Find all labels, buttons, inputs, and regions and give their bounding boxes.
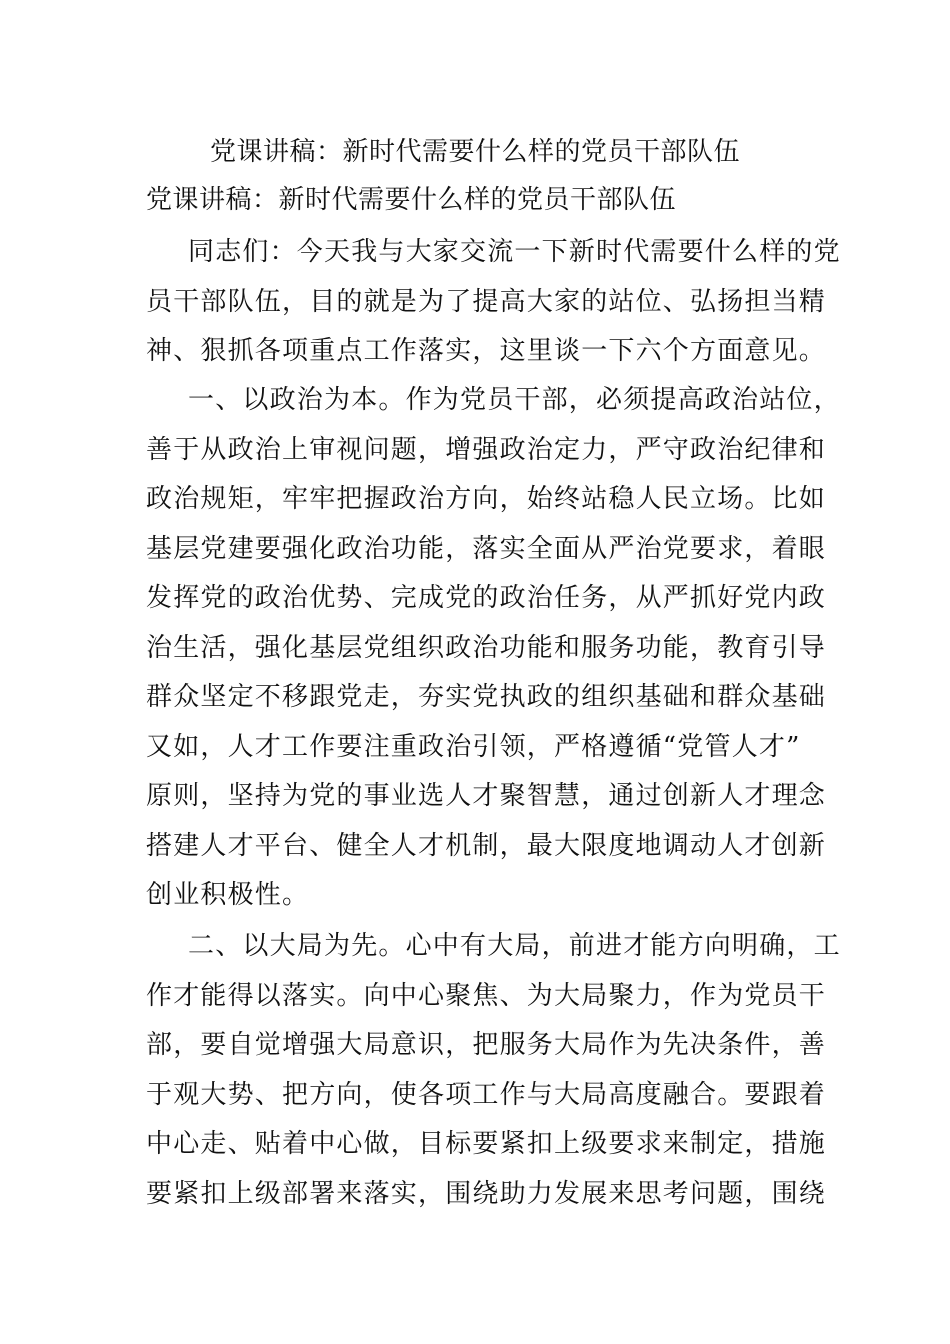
paragraph-line: 于观大势、把方向，使各项工作与大局高度融合。要跟着 (146, 1079, 827, 1110)
paragraph-section-2 (146, 922, 841, 1219)
document-subtitle: 党课讲稿：新时代需要什么样的党员干部队伍 (146, 185, 677, 215)
paragraph-line: 中心走、贴着中心做，目标要紧扣上级要求来制定，措施 (146, 1129, 827, 1159)
paragraph-line: 作才能得以落实。向中心聚焦、为大局聚力，作为党员干 (146, 980, 827, 1011)
paragraph-line: 部，要自觉增强大局意识，把服务大局作为先决条件，善 (146, 1030, 827, 1060)
paragraph-line: 政治规矩，牢牢把握政治方向，始终站稳人民立场。比如 (146, 484, 827, 514)
paragraph-line: 神、狠抓各项重点工作落实，这里谈一下六个方面意见。 (146, 336, 827, 366)
paragraph-intro (146, 228, 841, 377)
paragraph-line: 要紧扣上级部署来落实，围绕助力发展来思考问题，围绕 (146, 1178, 827, 1209)
paragraph-line: 创业积极性。 (146, 880, 310, 910)
paragraph-line: 基层党建要强化政治功能，落实全面从严治党要求，着眼 (146, 533, 827, 564)
paragraph-line: 发挥党的政治优势、完成党的政治任务，从严抓好党内政 (146, 583, 827, 613)
paragraph-line: 又如，人才工作要注重政治引领，严格遵循“党管人才” (146, 731, 801, 762)
paragraph-line: 搭建人才平台、健全人才机制，最大限度地调动人才创新 (146, 830, 827, 861)
paragraph-line: 员干部队伍，目的就是为了提高大家的站位、弘扬担当精 (146, 286, 827, 317)
paragraph-line: 同志们：今天我与大家交流一下新时代需要什么样的党 (188, 237, 841, 267)
paragraph-line: 治生活，强化基层党组织政治功能和服务功能，教育引导 (146, 632, 827, 663)
paragraph-section-1 (146, 376, 841, 921)
paragraph-line: 群众坚定不移跟党走，夯实党执政的组织基础和群众基础 (146, 682, 827, 712)
paragraph-line: 原则，坚持为党的事业选人才聚智慧，通过创新人才理念 (146, 781, 827, 811)
paragraph-line: 一、以政治为本。作为党员干部，必须提高政治站位， (188, 385, 841, 415)
document-title: 党课讲稿：新时代需要什么样的党员干部队伍 (209, 137, 740, 167)
paragraph-line: 二、以大局为先。心中有大局，前进才能方向明确，工 (188, 931, 841, 961)
paragraph-line: 善于从政治上审视问题，增强政治定力，严守政治纪律和 (146, 434, 827, 465)
